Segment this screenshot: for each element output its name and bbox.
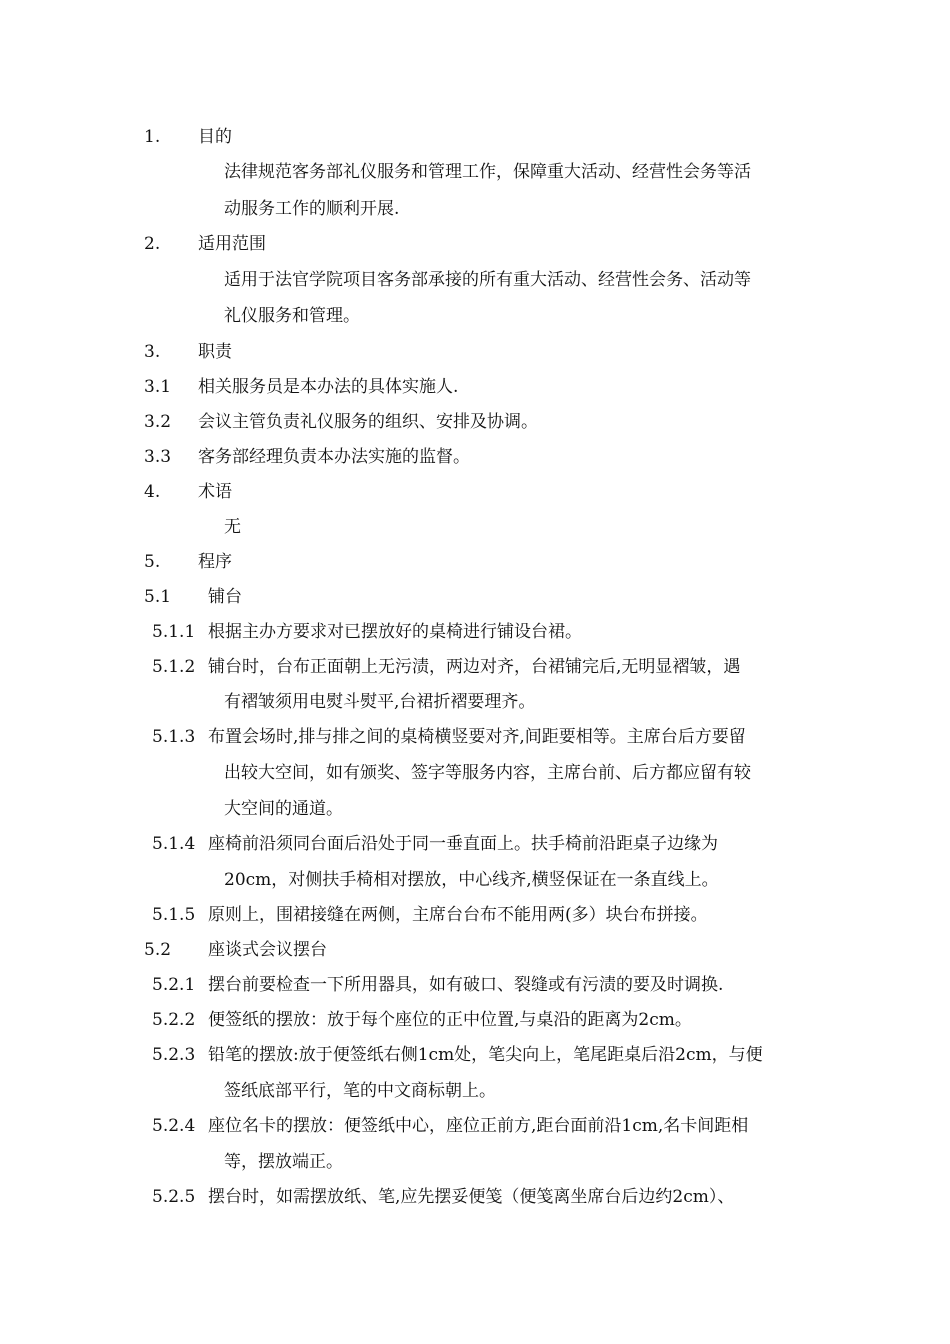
clause-number: 5.2.4: [152, 1116, 196, 1136]
paragraph-text: 法律规范客务部礼仪服务和管理工作，保障重大活动、经营性会务等活: [224, 162, 751, 182]
clause-number: 5.2.2: [152, 1010, 196, 1030]
clause-number: 5.1.3: [152, 727, 196, 747]
subsection-title: 座谈式会议摆台: [208, 940, 327, 960]
subsection-title: 铺台: [208, 587, 242, 607]
subsection-number: 5.2: [144, 940, 172, 960]
section-number: 3.: [144, 342, 161, 362]
clause-number: 5.2.3: [152, 1045, 196, 1065]
section-number: 5.: [144, 552, 161, 572]
duty-text: 会议主管负责礼仪服务的组织、安排及协调。: [198, 412, 538, 432]
clause-text: 出较大空间，如有颁奖、签字等服务内容，主席台前、后方都应留有较: [224, 763, 751, 783]
clause-text: 铺台时，台布正面朝上无污渍，两边对齐，台裙铺完后,无明显褶皱，遇: [208, 657, 741, 677]
section-title: 术语: [198, 482, 232, 502]
clause-text: 根据主办方要求对已摆放好的桌椅进行铺设台裙。: [208, 622, 582, 642]
section-title: 适用范围: [198, 234, 266, 254]
clause-number: 5.2.5: [152, 1187, 196, 1207]
paragraph-text: 无: [224, 517, 241, 537]
duty-number: 3.1: [144, 377, 172, 397]
clause-text: 摆台前要检查一下所用器具，如有破口、裂缝或有污渍的要及时调换.: [208, 975, 724, 995]
clause-text: 座位名卡的摆放：便签纸中心，座位正前方,距台面前沿1cm,名卡间距相: [208, 1116, 749, 1136]
clause-number: 5.1.4: [152, 834, 196, 854]
duty-number: 3.3: [144, 447, 172, 467]
clause-text: 座椅前沿须同台面后沿处于同一垂直面上。扶手椅前沿距桌子边缘为: [208, 834, 718, 854]
subsection-number: 5.1: [144, 587, 172, 607]
clause-text: 签纸底部平行，笔的中文商标朝上。: [224, 1081, 496, 1101]
duty-text: 相关服务员是本办法的具体实施人.: [198, 377, 459, 397]
clause-text: 铅笔的摆放:放于便签纸右侧1cm处，笔尖向上，笔尾距桌后沿2cm，与便: [208, 1045, 763, 1065]
clause-text: 便签纸的摆放：放于每个座位的正中位置,与桌沿的距离为2cm。: [208, 1010, 692, 1030]
clause-text: 原则上，围裙接缝在两侧，主席台台布不能用两(多）块台布拼接。: [208, 905, 708, 925]
paragraph-text: 礼仪服务和管理。: [224, 306, 360, 326]
paragraph-text: 动服务工作的顺利开展.: [224, 199, 400, 219]
clause-number: 5.1.5: [152, 905, 196, 925]
duty-number: 3.2: [144, 412, 172, 432]
clause-text: 大空间的通道。: [224, 799, 343, 819]
clause-number: 5.1.1: [152, 622, 196, 642]
section-number: 4.: [144, 482, 161, 502]
clause-text: 20cm，对侧扶手椅相对摆放，中心线齐,横竖保证在一条直线上。: [224, 870, 719, 890]
clause-number: 5.2.1: [152, 975, 196, 995]
clause-number: 5.1.2: [152, 657, 196, 677]
clause-text: 布置会场时,排与排之间的桌椅横竖要对齐,间距要相等。主席台后方要留: [208, 727, 746, 747]
section-title: 职责: [198, 342, 232, 362]
duty-text: 客务部经理负责本办法实施的监督。: [198, 447, 470, 467]
section-title: 目的: [198, 127, 232, 147]
section-number: 2.: [144, 234, 161, 254]
clause-text: 等，摆放端正。: [224, 1152, 343, 1172]
clause-text: 摆台时，如需摆放纸、笔,应先摆妥便笺（便笺离坐席台后边约2cm）、: [208, 1187, 735, 1207]
section-title: 程序: [198, 552, 232, 572]
clause-text: 有褶皱须用电熨斗熨平,台裙折褶要理齐。: [224, 692, 536, 712]
paragraph-text: 适用于法官学院项目客务部承接的所有重大活动、经营性会务、活动等: [224, 270, 751, 290]
section-number: 1.: [144, 127, 161, 147]
